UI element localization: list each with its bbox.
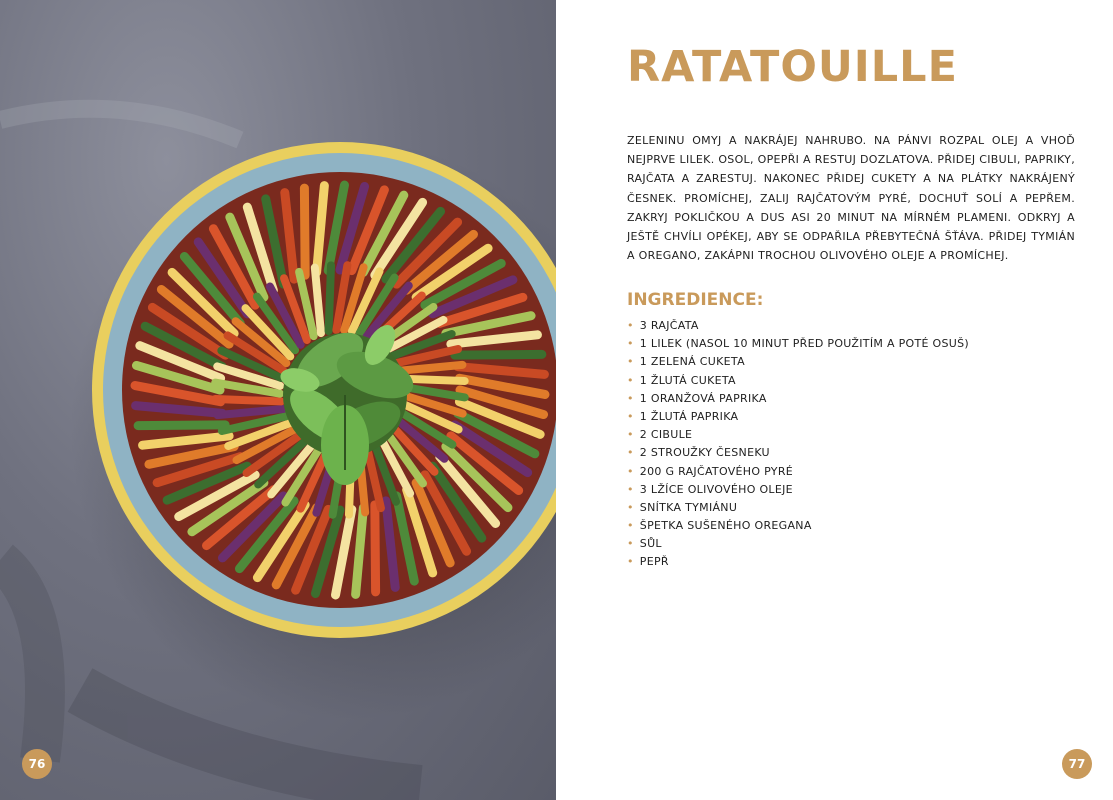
ingredient-item: • 1 ZELENÁ CUKETA	[627, 355, 745, 369]
ingredient-list	[627, 317, 969, 572]
bullet-icon: •	[627, 464, 634, 478]
bullet-icon: •	[627, 555, 634, 569]
left-page	[0, 0, 556, 800]
ingredient-item: • 1 ORANŽOVÁ PAPRIKA	[627, 391, 767, 405]
bullet-icon: •	[627, 337, 634, 351]
vegetable-slice	[329, 265, 331, 331]
vegetable-slice	[455, 354, 542, 355]
bullet-icon: •	[627, 500, 634, 514]
vegetable-slice	[138, 425, 225, 426]
ingredient-item: • 1 LILEK (NASOL 10 MINUT PŘED POUŽITÍM A POTÉ OSUŠ)	[627, 337, 970, 351]
bullet-icon: •	[627, 519, 634, 533]
ingredient-item: • 3 LŽÍCE OLIVOVÉHO OLEJE	[627, 482, 793, 496]
page-number-right: 77	[1062, 749, 1092, 779]
ingredient-item: • PEPŘ	[627, 555, 669, 569]
ingredient-item: • 2 CIBULE	[627, 428, 693, 442]
bullet-icon: •	[627, 428, 634, 442]
bullet-icon: •	[627, 409, 634, 423]
recipe-title: RATATOUILLE	[627, 42, 958, 92]
bullet-icon: •	[627, 373, 634, 387]
ingredient-item: • 2 STROUŽKY ČESNEKU	[627, 446, 770, 460]
ingredient-item: • 1 ŽLUTÁ CUKETA	[627, 373, 736, 387]
bullet-icon: •	[627, 446, 634, 460]
right-page	[556, 0, 1113, 800]
ingredient-item: • ŠPETKA SUŠENÉHO OREGANA	[627, 519, 812, 533]
ratatouille-illustration	[0, 0, 556, 800]
bullet-icon: •	[627, 537, 634, 551]
ingredient-item: • SŮL	[627, 537, 662, 551]
ingredient-item: • 3 RAJČATA	[627, 319, 699, 332]
bullet-icon: •	[627, 319, 634, 332]
vegetable-slice	[375, 505, 376, 592]
ingredient-item: • 200 G RAJČATOVÉHO PYRÉ	[627, 464, 794, 478]
bullet-icon: •	[627, 391, 634, 405]
ingredient-item: • SNÍTKA TYMIÁNU	[627, 500, 738, 514]
bullet-icon: •	[627, 355, 634, 369]
ingredients-heading: INGREDIENCE:	[627, 290, 764, 310]
page-number-left: 76	[22, 749, 52, 779]
ingredient-item: • 1 ŽLUTÁ PAPRIKA	[627, 409, 739, 423]
recipe-method: ZELENINU OMYJ A NAKRÁJEJ NAHRUBO. NA PÁNVI ROZPAL OLEJ A VHOĎ NEJPRVE LILEK. OSOL, OPEPŘI A RESTUJ DOZLATOVA. PŘIDEJ CIBULI, PAPRIKY, RAJČATA A ZARESTUJ. NAKONEC PŘIDEJ CUKETY A NA PLÁTKY NAKRÁJENÝ ČESNEK. PROMÍCHEJ, ZALIJ RAJČATOVÝM PYRÉ, DOCHUŤ SOLÍ A PEPŘEM. ZAKRYJ POKLIČKOU A DUS ASI 20 MINUT NA MÍRNÉM PLAMENI. ODKRYJ A JEŠTĚ CHVÍLI OPÉKEJ, ABY SE ODPAŘILA PŘEBYTEČNÁ ŠŤÁVA. PŘIDEJ TYMIÁN A OREGANO, ZAKÁPNI TROCHOU OLIVOVÉHO OLEJE A PROMÍCHEJ.	[627, 134, 1075, 263]
vegetable-slice	[215, 399, 281, 401]
vegetable-slice	[304, 188, 305, 275]
bullet-icon: •	[627, 482, 634, 496]
